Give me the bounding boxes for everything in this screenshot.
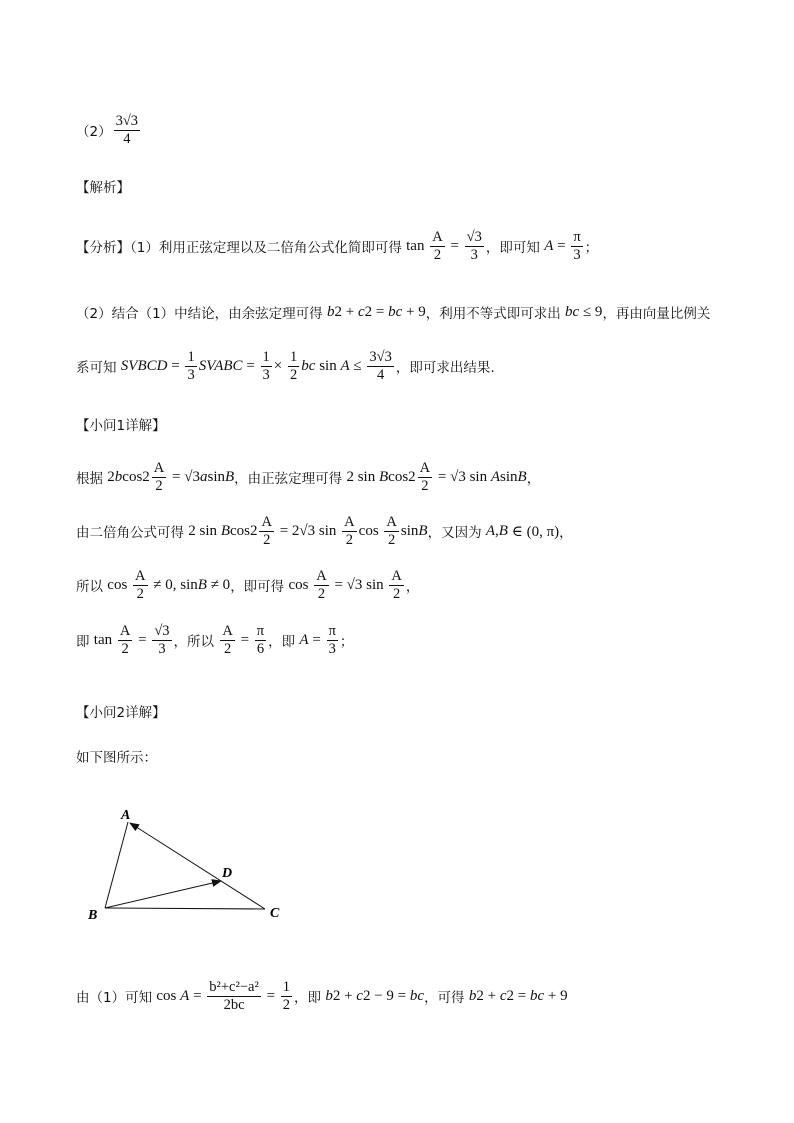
math-segment: A (490, 468, 501, 485)
side-ab (105, 822, 128, 908)
math-segment: B (197, 576, 207, 593)
numerator: √3 (154, 622, 170, 639)
text-segment: 即 (76, 634, 94, 650)
math-segment: = √3 (168, 468, 200, 485)
math-segment: B (225, 468, 235, 485)
numerator: b²+c²−a² (209, 978, 259, 995)
label-d: D (222, 866, 233, 881)
text-segment: ； (339, 634, 354, 650)
math-segment: cos (107, 576, 132, 593)
denominator: 6 (256, 640, 265, 657)
denominator: 2 (282, 996, 291, 1013)
math-segment: 2 (408, 468, 416, 485)
math-segment: VABC (206, 357, 243, 374)
numerator: A (344, 513, 355, 530)
denominator: 2bc (223, 996, 245, 1013)
text-segment: ，即 (268, 634, 300, 650)
numerator: √3 (466, 228, 482, 245)
denominator: 3 (158, 640, 166, 657)
denominator: 3 (470, 246, 478, 263)
math-segment: = √3 sin (434, 468, 491, 485)
numerator: 1 (187, 348, 195, 365)
math-segment: cos (156, 987, 181, 1004)
math-segment: + 9 (402, 303, 426, 320)
math-segment: , (495, 522, 499, 539)
numerator: π (573, 228, 581, 245)
numerator: A (386, 513, 397, 530)
denominator: 2 (345, 531, 354, 548)
math-segment: A (544, 237, 554, 254)
math-segment: c (356, 987, 363, 1004)
math-segment: = (242, 357, 259, 374)
numerator: A (261, 513, 272, 530)
math-segment: tan (406, 237, 429, 254)
text-segment: ， (405, 579, 420, 595)
fraction (207, 979, 261, 1014)
math-segment: b (468, 987, 477, 1004)
math-segment: 2 (107, 468, 115, 485)
math-segment: sin (500, 468, 518, 485)
math-segment: = (372, 303, 389, 320)
text-segment: ，即可知 (485, 240, 545, 256)
math-segment: B (517, 468, 527, 485)
text-segment: ，再由向量比例关 (602, 306, 711, 322)
numerator: A (432, 228, 443, 245)
math-segment: A (485, 522, 496, 539)
math-segment: c (499, 987, 507, 1004)
math-segment: + (340, 987, 357, 1004)
section-q2-heading: 【小问2详解】 (76, 705, 166, 721)
numerator: A (391, 567, 402, 584)
math-segment: cos (288, 576, 313, 593)
math-segment: a (199, 468, 208, 485)
math-segment: cos (122, 468, 143, 485)
math-segment: bc (529, 987, 545, 1004)
text-segment: ，即可得 (230, 579, 289, 595)
math-segment: cos (229, 522, 250, 539)
text-segment: 由（1）可知 (76, 990, 157, 1006)
math-segment: VBCD (128, 357, 168, 374)
math-segment: A (180, 987, 190, 1004)
label-c: C (270, 906, 280, 921)
numerator: A (419, 459, 431, 476)
math-segment: 2 sin (188, 522, 221, 539)
math-segment: 2 (142, 468, 150, 485)
math-segment: B (418, 522, 428, 539)
math-segment: A (340, 357, 350, 374)
numerator: A (222, 622, 233, 639)
text-segment: ； (584, 240, 599, 256)
vector-ca-arrow (130, 823, 265, 909)
text-segment: 【分析】（1）利用正弦定理以及二倍角公式化简即可得 (76, 240, 407, 256)
denominator: 2 (223, 640, 232, 657)
text-segment: 系可知 (76, 360, 121, 376)
section-jiexi-heading: 【解析】 (76, 180, 130, 196)
denominator: 2 (393, 585, 401, 602)
denominator: 2 (136, 585, 144, 602)
math-segment: b (325, 987, 333, 1004)
q2-line-1 (76, 976, 568, 1016)
math-segment: ∈ (0, π) (507, 523, 560, 540)
text-segment: ，又因为 (427, 525, 486, 541)
text-segment: ，利用不等式即可求出 (425, 306, 566, 322)
math-segment: ≤ (349, 357, 366, 374)
math-segment: sin (315, 357, 341, 374)
numerator: 3√3 (369, 348, 392, 365)
math-segment: + (341, 303, 358, 320)
label-b: B (88, 908, 98, 923)
q2-intro: 如下图所示： (76, 750, 157, 766)
math-segment: = (446, 237, 463, 254)
math-segment: 2 (332, 987, 341, 1004)
math-segment: 2 (334, 303, 342, 320)
math-segment: bc (388, 303, 403, 320)
math-segment: 2 sin (346, 468, 379, 485)
math-segment: cos (388, 468, 409, 485)
denominator: 3 (187, 366, 195, 383)
math-segment: = (553, 237, 570, 254)
vector-bd-arrow (105, 881, 221, 908)
denominator: 2 (388, 531, 396, 548)
text-segment: ，即可求出结果. (395, 360, 495, 376)
denominator: 2 (421, 477, 429, 494)
math-segment: = √3 sin (330, 576, 388, 593)
math-segment: B (378, 468, 389, 485)
math-segment: 2 (362, 987, 371, 1004)
math-segment: S (198, 357, 207, 374)
math-segment: tan (93, 631, 116, 648)
math-segment: B (220, 522, 230, 539)
denominator: 3 (262, 366, 270, 383)
math-segment: × (273, 357, 287, 374)
denominator: 2 (155, 477, 163, 494)
math-segment: S (120, 357, 129, 374)
math-segment: ≠ 0, sin (149, 576, 198, 593)
fraction (281, 979, 292, 1014)
math-segment: = (189, 987, 206, 1004)
answer-label: （2） (76, 124, 112, 140)
math-segment: B (498, 522, 508, 539)
numerator: π (328, 622, 336, 639)
math-segment: b (114, 468, 123, 485)
math-segment: = (262, 987, 279, 1004)
denominator: 2 (121, 640, 129, 657)
math-segment: A (299, 631, 309, 648)
math-segment: bc (301, 357, 316, 374)
math-segment: = (134, 631, 151, 648)
side-bc (105, 908, 265, 909)
math-segment: ≤ 9 (579, 303, 603, 320)
text-segment: 根据 (76, 471, 108, 487)
denominator: 3 (573, 246, 581, 263)
math-segment: sin (400, 522, 419, 539)
text-segment: ， (526, 471, 541, 487)
denominator: 2 (263, 531, 271, 548)
answer-numerator: 3√3 (115, 112, 139, 129)
math-segment: = (514, 987, 530, 1004)
math-segment: − 9 = (370, 987, 410, 1004)
math-segment: + (483, 987, 500, 1004)
denominator: 2 (317, 585, 326, 602)
denominator: 3 (328, 640, 336, 657)
text-segment: ， (559, 525, 573, 541)
numerator: π (256, 622, 265, 639)
math-segment: 2 (364, 303, 373, 320)
text-segment: 所以 (76, 579, 108, 595)
numerator: 1 (262, 348, 270, 365)
math-segment: sin (207, 468, 225, 485)
math-segment: cos (358, 522, 383, 539)
numerator: A (119, 622, 131, 639)
denominator: 4 (376, 366, 385, 383)
math-segment: bc (565, 303, 580, 320)
numerator: A (135, 567, 146, 584)
math-segment: = (308, 631, 325, 648)
math-segment: = (236, 631, 253, 648)
denominator: 2 (433, 246, 442, 263)
numerator: A (316, 567, 327, 584)
math-segment: bc (409, 987, 425, 1004)
text-segment: ，由正弦定理可得 (234, 471, 347, 487)
math-segment: 2 (506, 987, 514, 1004)
numerator: A (153, 459, 165, 476)
math-segment: = (167, 357, 184, 374)
label-a: A (121, 808, 131, 823)
denominator: 2 (290, 366, 298, 383)
math-segment: = 2√3 sin (275, 522, 341, 539)
answer-denominator: 4 (123, 130, 131, 147)
math-segment: b (326, 303, 335, 320)
section-q1-heading: 【小问1详解】 (76, 418, 166, 434)
math-segment: + 9 (544, 987, 568, 1004)
text-segment: ，即 (294, 990, 326, 1006)
math-segment: 2 (249, 522, 258, 539)
math-segment: c (357, 303, 365, 320)
math-segment: 2 (476, 987, 484, 1004)
numerator: 1 (282, 978, 291, 995)
math-segment: ≠ 0 (206, 576, 231, 593)
text-segment: ，可得 (424, 990, 469, 1006)
text-segment: 由二倍角公式可得 (76, 525, 189, 541)
numerator: 1 (290, 348, 298, 365)
text-segment: ，所以 (173, 634, 219, 650)
text-segment: （2）结合（1）中结论，由余弦定理可得 (76, 306, 327, 322)
